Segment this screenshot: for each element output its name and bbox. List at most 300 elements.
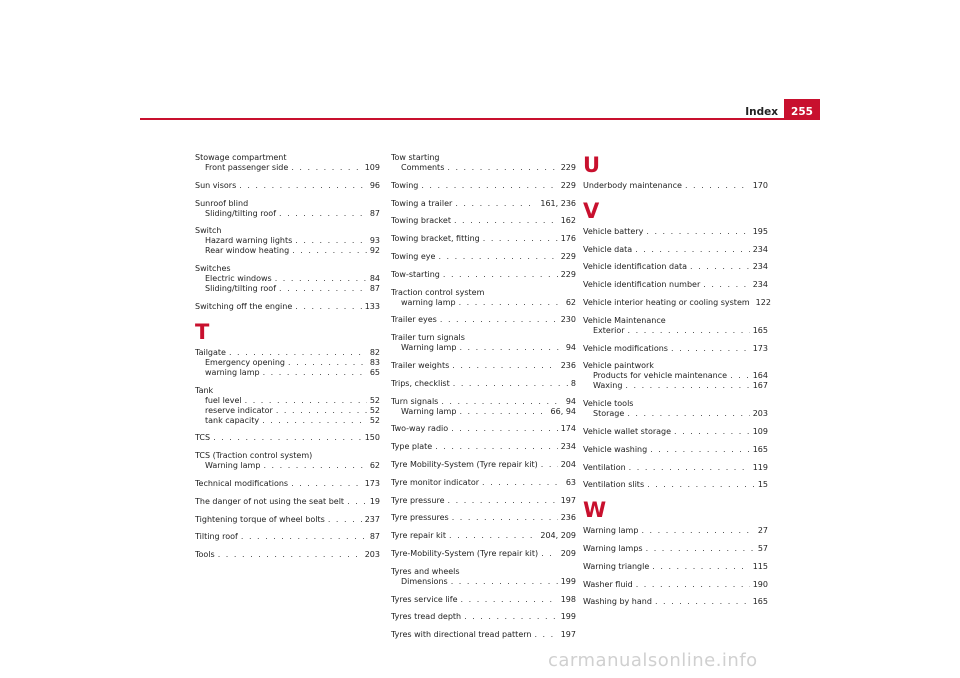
dot-leader	[262, 416, 367, 426]
dot-leader	[241, 532, 367, 542]
page-reference: 165	[752, 325, 768, 335]
page-reference: 234	[752, 244, 768, 254]
entry-label: Tyres with directional tread pattern	[391, 630, 532, 640]
entry-label: Hazard warning lights	[205, 236, 293, 246]
entry-label: Electric windows	[205, 274, 272, 284]
page-reference: 94	[565, 396, 576, 406]
index-entry	[195, 199, 380, 219]
index-column-1	[195, 153, 380, 568]
index-row	[583, 580, 768, 590]
dot-leader	[218, 550, 362, 560]
dot-leader	[421, 181, 557, 191]
index-subentry	[195, 209, 380, 219]
entry-label: Warning lamp	[401, 406, 457, 416]
entry-label: Type plate	[391, 442, 433, 452]
index-entry	[195, 386, 380, 426]
entry-label: Sliding/tilting roof	[205, 284, 277, 294]
index-row	[391, 630, 576, 640]
entry-label: Vehicle interior heating or cooling system	[583, 297, 750, 307]
dot-leader	[291, 163, 361, 173]
index-entry	[195, 348, 380, 378]
index-row	[583, 562, 768, 572]
entry-label: Ventilation	[583, 462, 626, 472]
entry-label: Rear window heating	[205, 246, 290, 256]
entry-label: Comments	[401, 163, 445, 172]
entry-label: Trips, checklist	[391, 378, 450, 388]
entry-label: Tyres tread depth	[391, 612, 462, 622]
index-entry	[195, 181, 380, 191]
index-subentry	[195, 358, 380, 368]
index-subentry	[195, 246, 380, 256]
entry-label: Trailer weights	[391, 360, 450, 370]
index-row	[391, 270, 576, 280]
index-entry	[583, 262, 768, 272]
page-reference: 190	[752, 579, 768, 589]
entry-label: fuel level	[205, 395, 242, 405]
index-row	[391, 496, 576, 506]
dot-leader	[453, 379, 568, 389]
page-reference: 165	[752, 444, 768, 454]
index-entry	[195, 515, 380, 525]
dot-leader	[674, 427, 750, 437]
index-row	[583, 344, 768, 354]
page-reference: 234	[752, 280, 768, 290]
dot-leader	[451, 424, 558, 434]
page-reference: 66, 94	[550, 406, 576, 416]
page-reference: 87	[369, 284, 380, 294]
index-row	[391, 513, 576, 523]
dot-leader	[541, 460, 558, 470]
dot-leader	[459, 407, 547, 417]
page-reference: 8	[570, 378, 576, 388]
dot-leader	[690, 262, 750, 272]
index-row	[391, 549, 576, 559]
index-row	[583, 463, 768, 473]
entry-label: Vehicle identification data	[583, 262, 688, 272]
page-reference: 203	[752, 409, 768, 419]
page-reference: 94	[565, 343, 576, 353]
page-reference: 229	[560, 180, 576, 190]
entry-label: Emergency opening	[205, 357, 285, 367]
index-row	[391, 315, 576, 325]
entry-heading: Stowage compartment	[195, 153, 287, 162]
page-reference: 173	[752, 343, 768, 353]
dot-leader	[447, 163, 557, 173]
dot-leader	[671, 344, 750, 354]
entry-label: warning lamp	[401, 297, 456, 307]
index-subentry	[583, 371, 768, 381]
index-entry	[391, 567, 576, 587]
index-subentry	[195, 236, 380, 246]
page-reference: 19	[369, 496, 380, 506]
index-entry	[391, 531, 576, 541]
page-reference: 167	[752, 381, 768, 391]
index-subentry	[195, 396, 380, 406]
dot-leader	[452, 513, 558, 523]
dot-leader	[461, 595, 558, 605]
index-row	[583, 480, 768, 490]
page-reference: 62	[565, 297, 576, 307]
entry-label: Dimensions	[401, 576, 448, 586]
entry-label: Warning lamp	[205, 461, 261, 471]
index-row	[583, 297, 771, 308]
index-entry	[583, 480, 768, 490]
page-reference: 82	[369, 347, 380, 357]
index-subentry	[391, 407, 576, 417]
entry-label: Products for vehicle maintenance	[593, 371, 728, 381]
entry-label: Storage	[593, 409, 625, 419]
page-reference: 229	[560, 251, 576, 261]
index-row	[391, 252, 576, 262]
page-reference: 195	[752, 226, 768, 236]
index-row	[195, 181, 380, 191]
entry-label: Exterior	[593, 325, 625, 335]
entry-label: Towing bracket, fitting	[391, 234, 480, 244]
index-entry	[391, 424, 576, 434]
dot-leader	[291, 479, 362, 489]
dot-leader	[443, 270, 558, 280]
index-entry	[391, 153, 576, 173]
dot-leader	[629, 463, 750, 473]
dot-leader	[213, 433, 362, 443]
dot-leader	[454, 216, 558, 226]
index-row	[391, 531, 576, 541]
entry-label: Two-way radio	[391, 424, 449, 434]
entry-label: Tow-starting	[391, 269, 440, 279]
page-reference: 84	[369, 274, 380, 284]
entry-heading: Trailer turn signals	[391, 333, 465, 343]
index-subentry	[195, 284, 380, 294]
index-row	[583, 544, 768, 554]
index-row	[391, 612, 576, 622]
index-subentry	[583, 381, 768, 391]
entry-label: Vehicle data	[583, 244, 633, 254]
index-entry	[583, 463, 768, 473]
entry-label: Tyre repair kit	[391, 531, 447, 541]
entry-heading: Sunroof blind	[195, 198, 249, 208]
index-entry	[195, 532, 380, 542]
entry-label: Warning lamps	[583, 543, 643, 553]
dot-leader	[292, 246, 367, 256]
entry-label: Towing eye	[391, 251, 436, 261]
entry-label: Vehicle modifications	[583, 343, 668, 353]
index-row	[195, 550, 380, 560]
index-entry	[391, 496, 576, 506]
dot-leader	[534, 630, 557, 640]
dot-leader	[455, 199, 537, 209]
entry-label: Washing by hand	[583, 597, 652, 607]
index-column-3	[583, 153, 771, 615]
entry-label: Front passenger side	[205, 163, 289, 172]
index-subentry	[391, 343, 576, 353]
page-number-tab: 255	[784, 99, 820, 118]
index-entry	[391, 252, 576, 262]
header-rule	[140, 118, 820, 120]
index-row	[195, 497, 380, 507]
dot-leader	[279, 209, 367, 219]
dot-leader	[347, 497, 367, 507]
header-title: Index	[745, 106, 778, 118]
entry-label: Turn signals	[391, 396, 439, 406]
page-reference: 52	[369, 405, 380, 415]
index-row	[391, 397, 576, 407]
page-reference: 87	[369, 532, 380, 542]
entry-label: Tilting roof	[195, 532, 238, 542]
dot-leader	[482, 478, 563, 488]
dot-leader	[703, 280, 749, 290]
index-entry	[195, 479, 380, 489]
page-reference: 237	[364, 514, 380, 524]
index-row	[391, 181, 576, 191]
index-entry	[391, 270, 576, 280]
page-reference: 165	[752, 597, 768, 607]
index-entry	[391, 549, 576, 559]
entry-label: Towing	[391, 180, 419, 190]
page-reference: 204, 209	[540, 531, 576, 541]
index-entry	[195, 153, 380, 173]
index-row	[583, 526, 768, 536]
entry-label: tank capacity	[205, 415, 260, 425]
index-entry	[195, 226, 380, 256]
dot-leader	[652, 562, 749, 572]
dot-leader	[275, 274, 367, 284]
page-reference: 65	[369, 367, 380, 377]
page-reference: 87	[369, 208, 380, 218]
page-reference: 15	[757, 480, 768, 490]
entry-label: Tyre Mobility-System (Tyre repair kit)	[391, 459, 538, 469]
page-reference: 197	[560, 630, 576, 640]
index-entry	[391, 442, 576, 452]
index-row	[583, 262, 768, 272]
index-subentry	[391, 163, 576, 173]
entry-label: Tyre monitor indicator	[391, 477, 480, 487]
index-entry	[195, 433, 380, 443]
entry-heading: Switch	[195, 226, 222, 236]
page-reference: 204	[560, 459, 576, 469]
index-row	[391, 442, 576, 452]
index-entry	[391, 234, 576, 244]
dot-leader	[263, 461, 366, 471]
index-row	[195, 302, 380, 312]
index-row	[195, 433, 380, 443]
entry-label: Tyre pressures	[391, 513, 449, 523]
page-reference: 164	[752, 371, 768, 381]
dot-leader	[288, 358, 367, 368]
dot-leader	[646, 227, 749, 237]
section-letter: T	[195, 319, 210, 344]
page-reference: 52	[369, 395, 380, 405]
index-row	[391, 361, 576, 371]
entry-label: Washer fluid	[583, 579, 633, 589]
entry-label: Sun visors	[195, 180, 237, 190]
page-reference: 52	[369, 415, 380, 425]
entry-label: Trailer eyes	[391, 315, 437, 325]
index-subentry	[391, 298, 576, 308]
index-row	[195, 479, 380, 489]
page-reference: 62	[369, 461, 380, 471]
dot-leader	[441, 397, 562, 407]
index-entry	[583, 227, 768, 237]
entry-heading: Tank	[195, 385, 214, 395]
index-row	[195, 532, 380, 542]
dot-leader	[650, 445, 750, 455]
index-entry	[583, 445, 768, 455]
page-reference: 236	[560, 513, 576, 523]
index-entry	[583, 181, 768, 191]
page-reference: 119	[752, 462, 768, 472]
entry-label: Towing a trailer	[391, 198, 453, 208]
dot-leader	[245, 396, 367, 406]
page-reference: 109	[752, 426, 768, 436]
dot-leader	[627, 409, 749, 419]
index-entry	[195, 302, 380, 312]
index-entry	[583, 526, 768, 536]
dot-leader	[459, 343, 562, 353]
dot-leader	[459, 298, 563, 308]
entry-label: Waxing	[593, 381, 623, 391]
index-entry	[391, 199, 576, 209]
entry-label: TCS	[195, 433, 211, 443]
entry-heading: Vehicle Maintenance	[583, 315, 666, 325]
index-entry	[391, 397, 576, 417]
page-reference: 96	[369, 180, 380, 190]
page-reference: 133	[364, 301, 380, 311]
entry-label: Tyres service life	[391, 594, 458, 604]
index-row	[391, 234, 576, 244]
entry-heading: Vehicle tools	[583, 399, 634, 409]
dot-leader	[452, 361, 557, 371]
page-reference: 83	[369, 357, 380, 367]
index-subentry	[195, 416, 380, 426]
dot-leader	[636, 580, 750, 590]
entry-label: The danger of not using the seat belt	[195, 496, 345, 506]
index-entry	[391, 216, 576, 226]
dot-leader	[655, 597, 750, 607]
page-reference: 236	[560, 360, 576, 370]
page-reference: 209	[560, 548, 576, 558]
index-row	[583, 227, 768, 237]
entry-heading: Traction control system	[391, 287, 485, 297]
index-entry	[583, 580, 768, 590]
index-row	[391, 460, 576, 470]
index-row	[391, 379, 576, 389]
index-subentry	[583, 409, 768, 419]
index-subentry	[195, 368, 380, 378]
section-letter: W	[583, 498, 607, 523]
entry-heading: Vehicle paintwork	[583, 361, 654, 371]
index-entry	[195, 451, 380, 471]
dot-leader	[295, 302, 361, 312]
entry-label: Vehicle identification number	[583, 280, 701, 290]
dot-leader	[628, 326, 750, 336]
page-reference: 197	[560, 495, 576, 505]
entry-label: Warning triangle	[583, 561, 650, 571]
page-reference: 234	[752, 262, 768, 272]
index-column-2	[391, 153, 576, 648]
page-reference: 229	[560, 163, 576, 172]
index-subentry	[195, 461, 380, 471]
section-letter: V	[583, 198, 600, 223]
index-entry	[391, 181, 576, 191]
index-entry	[391, 630, 576, 640]
watermark: carmanualsonline.info	[548, 650, 758, 671]
dot-leader	[647, 480, 755, 490]
dot-leader	[541, 549, 558, 559]
dot-leader	[685, 181, 750, 191]
index-row	[583, 445, 768, 455]
section-letter: U	[583, 153, 601, 177]
index-entry	[583, 399, 768, 419]
page-reference: 198	[560, 594, 576, 604]
dot-leader	[625, 381, 749, 391]
index-row	[195, 515, 380, 525]
entry-label: Tools	[195, 550, 215, 560]
page-reference: 176	[560, 234, 576, 244]
index-entry	[583, 361, 768, 391]
index-subentry	[195, 274, 380, 284]
page-reference: 234	[560, 442, 576, 452]
index-entry	[195, 497, 380, 507]
dot-leader	[449, 531, 537, 541]
page-reference: 109	[364, 163, 380, 172]
index-subentry	[391, 577, 576, 587]
page-reference: 27	[757, 526, 768, 536]
dot-leader	[279, 284, 367, 294]
entry-heading: TCS (Traction control system)	[195, 451, 313, 461]
entry-label: Ventilation slits	[583, 480, 645, 490]
page-reference: 57	[757, 543, 768, 553]
index-entry	[583, 297, 771, 308]
index-entry	[195, 264, 380, 294]
page-reference: 199	[560, 612, 576, 622]
dot-leader	[295, 236, 367, 246]
entry-label: Vehicle washing	[583, 444, 648, 454]
index-entry	[583, 562, 768, 572]
dot-leader	[730, 371, 750, 381]
page-reference: 122	[755, 297, 771, 307]
index-row	[583, 245, 768, 255]
entry-label: Underbody maintenance	[583, 181, 682, 190]
index-row	[391, 478, 576, 488]
dot-leader	[239, 181, 367, 191]
index-entry	[391, 513, 576, 523]
entry-heading: Tow starting	[391, 153, 440, 162]
index-row	[583, 181, 768, 191]
entry-label: Tyre-Mobility-System (Tyre repair kit)	[391, 548, 539, 558]
page-reference: 203	[364, 550, 380, 560]
dot-leader	[641, 526, 754, 536]
dot-leader	[229, 348, 367, 358]
entry-label: Warning lamp	[401, 343, 457, 353]
index-row	[391, 424, 576, 434]
index-entry	[583, 597, 768, 607]
dot-leader	[448, 496, 558, 506]
page-reference: 161, 236	[540, 198, 576, 208]
entry-label: reserve indicator	[205, 405, 273, 415]
index-subentry	[195, 406, 380, 416]
index-entry	[583, 316, 768, 336]
dot-leader	[464, 612, 558, 622]
index-entry	[583, 245, 768, 255]
page-reference: 115	[752, 561, 768, 571]
index-entry	[391, 288, 576, 308]
dot-leader	[483, 234, 558, 244]
entry-label: warning lamp	[205, 367, 260, 377]
entry-label: Vehicle wallet storage	[583, 426, 672, 436]
dot-leader	[328, 515, 362, 525]
index-entry	[583, 427, 768, 437]
entry-label: Tailgate	[195, 347, 226, 357]
